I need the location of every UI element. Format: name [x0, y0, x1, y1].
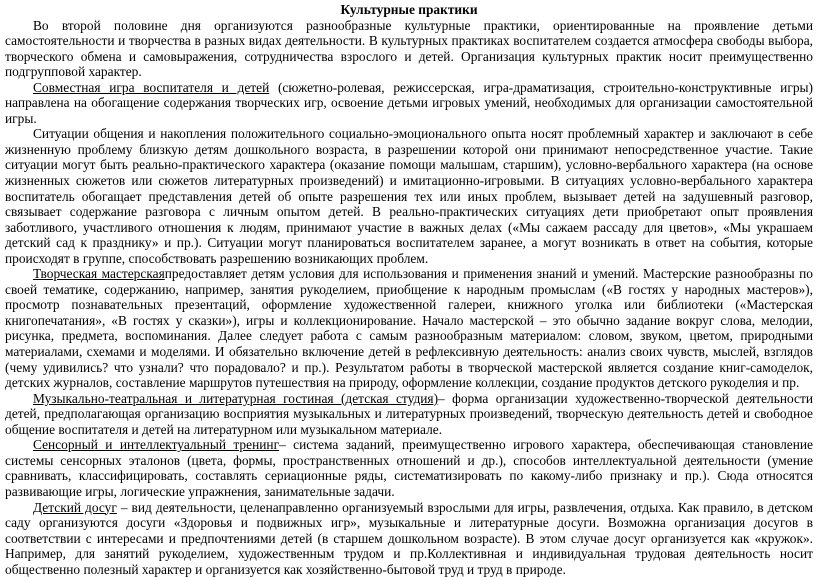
paragraph-music-literary-lounge: [5, 391, 813, 438]
term-creative-workshop: Творческая мастерская: [33, 266, 165, 281]
paragraph-text: Ситуации общения и накопления положительного социально-эмоционального опыта носят проблемный характер и заключают в себе жизненную проблему близкую детям дошкольного возраста, в разрешении которой они принимают непосредственное участие. Такие ситуации могут быть реально-практического характера (оказание помощи малышам, старшим), условно-вербального характера (на основе жизненных сюжетов или сюжетов литературных произведений) и имитационно-игровыми. В ситуациях условно-вербального характера воспитатель обогащает представления детей об опыте разрешения тех или иных проблем, вызывает детей на задушевный разговор, связывает содержание разговора с личным опытом детей. В реально-практических ситуациях дети приобретают опыт проявления заботливого, участливого отношения к людям, принимают участие в важных делах («Мы сажаем рассаду для цветов», «Мы украшаем детский сад к празднику» и пр.). Ситуации могут планироваться воспитателем заранее, а могут возникать в ответ на события, которые происходят в группе, способствовать разрешению возникающих проблем.: [5, 126, 813, 265]
document-title: Культурные практики: [5, 2, 813, 18]
paragraph-text: – вид деятельности, целенаправленно организуемый взрослыми для игры, развлечения, отдыха. Как правило, в детском саду организуются досуги «Здоровья и подвижных игр», музыкальные и литературные досуги. Возможна организация досугов в соответствии с интересами и предпочтениями детей (в старшем дошкольном возрасте). В этом случае досуг организуется как «кружок». Например, для занятий рукоделием, художественным трудом и пр.Коллективная и индивидуальная трудовая деятельность носит общественно полезный характер и организуется как хозяйственно-бытовой труд и труд в природе.: [5, 500, 813, 577]
paragraph-intro: [5, 18, 813, 80]
term-sensory-training: Сенсорный и интеллектуальный тренинг: [33, 437, 279, 452]
paragraph-text: – форма организации художественно-творческой деятельности детей, предполагающая организацию восприятия музыкальных и литературных произведений, творческую деятельность детей и свободное общение воспитателя и детей на литературном или музыкальном материале.: [5, 391, 813, 437]
term-music-literary-lounge: Музыкально-театральная и литературная гостиная (детская студия): [33, 391, 438, 406]
paragraph-text: – система заданий, преимущественно игрового характера, обеспечивающая становление системы сенсорных эталонов (цвета, формы, пространственных отношений и др.), способов интеллектуальной деятельности (умение сравнивать, классифицировать, составлять сериационные ряды, систематизировать по какому-либо признаку и пр.). Сюда относятся развивающие игры, логические упражнения, занимательные задачи.: [5, 437, 813, 499]
paragraph-text: Во второй половине дня организуются разнообразные культурные практики, ориентированные на проявление детьми самостоятельности и творчества в разных видах деятельности. В культурных практиках воспитателем создается атмосфера свободы выбора, творческого обмена и самовыражения, сотрудничества взрослого и детей. Организация культурных практик носит преимущественно подгрупповой характер.: [5, 18, 813, 80]
paragraph-sensory-training: [5, 437, 813, 499]
paragraph-joint-play: [5, 80, 813, 127]
paragraph-creative-workshop: [5, 266, 813, 390]
paragraph-communication-situations: [5, 126, 813, 266]
term-joint-play: Совместная игра воспитателя и детей: [33, 80, 269, 95]
term-childrens-leisure: Детский досуг: [33, 500, 117, 515]
paragraph-childrens-leisure: [5, 500, 813, 577]
paragraph-text: (сюжетно-ролевая, режиссерская, игра-драматизация, строительно-конструктивные игры) направлена на обогащение содержания творческих игр, освоение детьми игровых умений, необходимых для организации самостоятельной игры.: [5, 80, 813, 126]
paragraph-text: предоставляет детям условия для использования и применения знаний и умений. Мастерские разнообразны по своей тематике, содержанию, например, занятия рукоделием, приобщение к народным промыслам («В гостях у народных мастеров»), просмотр познавательных презентаций, оформление художественной галереи, книжного уголка или библиотеки («Мастерская книгопечатания», «В гостях у сказки»), игры и коллекционирование. Начало мастерской – это обычно задание вокруг слова, мелодии, рисунка, предмета, воспоминания. Далее следует работа с самым разнообразным материалом: словом, звуком, цветом, природными материалами, схемами и моделями. И обязательно включение детей в рефлексивную деятельность: анализ своих чувств, мыслей, взглядов (чему удивились? что узнали? что порадовало? и пр.). Результатом работы в творческой мастерской является создание книг-самоделок, детских журналов, составление маршрутов путешествия на природу, оформление коллекции, создание продуктов детского рукоделия и пр.: [5, 266, 813, 390]
